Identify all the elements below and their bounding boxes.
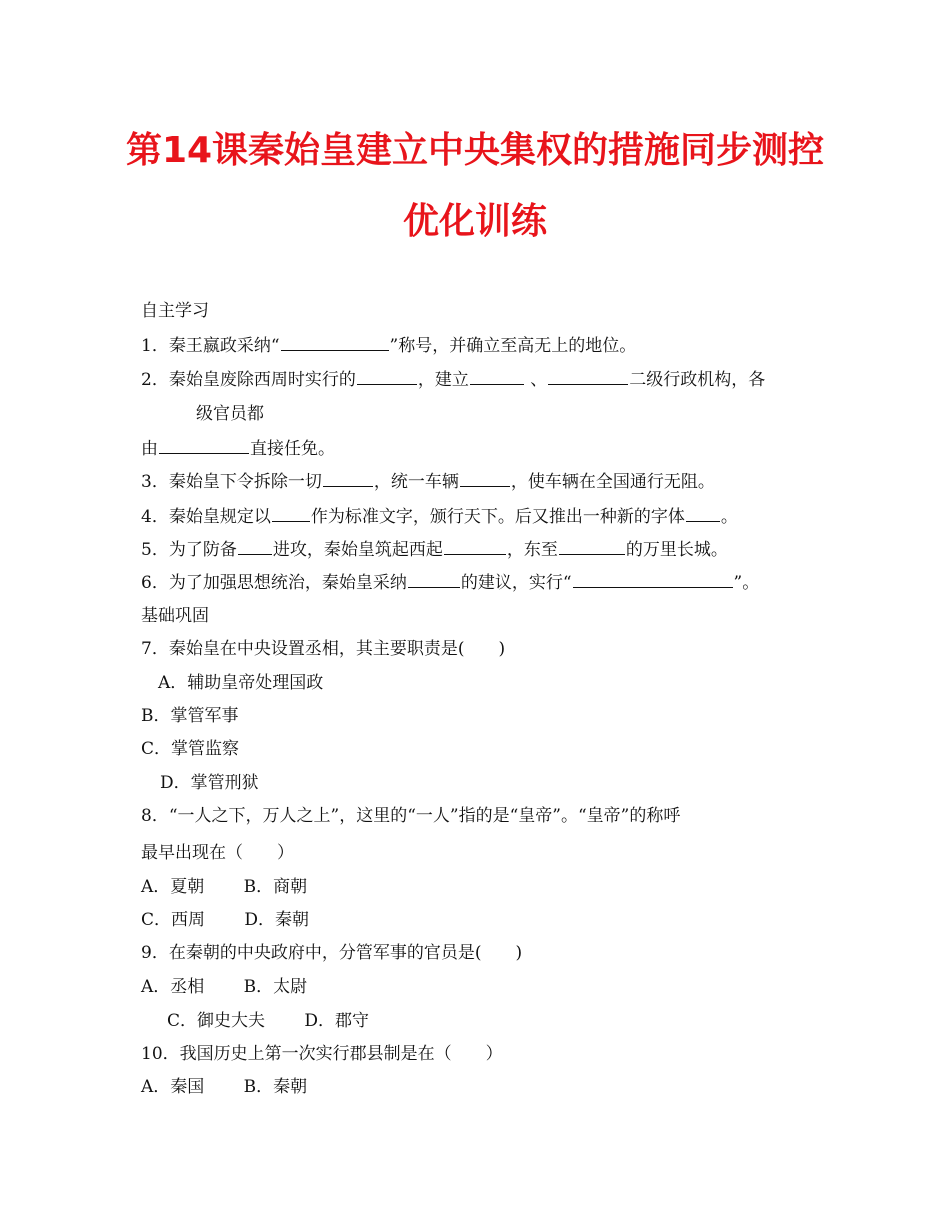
answer-blank <box>460 470 510 487</box>
question-8-options-cd: C．西周 D．秦朝 <box>141 910 310 930</box>
answer-blank <box>559 538 625 555</box>
answer-blank <box>281 334 389 351</box>
answer-blank <box>686 505 720 522</box>
question-7-option-d: D．掌管刑狱 <box>160 773 259 793</box>
question-1 <box>141 334 636 357</box>
question-text: 直接任免。 <box>250 439 335 459</box>
question-9-options-cd: C．御史大夫 D．郡守 <box>167 1011 370 1031</box>
question-4 <box>141 505 738 528</box>
answer-blank <box>323 470 373 487</box>
document-title-line-1: 第14课秦始皇建立中央集权的措施同步测控 <box>125 130 825 171</box>
question-2-continued <box>141 437 335 460</box>
question-7-option-a: A．辅助皇帝处理国政 <box>158 673 324 693</box>
question-text: 。 <box>720 507 738 527</box>
question-text: ，建立 <box>417 370 469 390</box>
question-10-options-ab: A．秦国 B．秦朝 <box>141 1077 308 1097</box>
question-text: ，东至 <box>506 540 558 560</box>
question-7-option-b: B．掌管军事 <box>141 706 239 726</box>
question-text: 1．秦王嬴政采纳“ <box>141 336 280 356</box>
question-8-stem-continued: 最早出现在（ ） <box>141 843 294 863</box>
answer-blank <box>470 368 524 385</box>
question-5 <box>141 538 728 561</box>
question-text: 的建议，实行“ <box>460 573 572 593</box>
question-3 <box>141 470 715 493</box>
answer-blank <box>573 571 733 588</box>
question-text: 由 <box>141 439 158 459</box>
question-2 <box>141 368 765 391</box>
document-title-line-2: 优化训练 <box>402 201 547 242</box>
question-text: ，使车辆在全国通行无阻。 <box>510 472 715 492</box>
question-text: 进攻，秦始皇筑起西起 <box>272 540 443 560</box>
answer-blank <box>444 538 506 555</box>
question-text: 作为标准文字，颁行天下。后又推出一种新的字体 <box>310 507 685 527</box>
question-2-continued: 级官员都 <box>196 404 264 424</box>
question-text: 、 <box>524 370 548 390</box>
question-text: ”。 <box>733 573 760 593</box>
question-8-stem: 8．“一人之下，万人之上”，这里的“一人”指的是“皇帝”。“皇帝”的称呼 <box>141 806 681 826</box>
question-text: 5．为了防备 <box>141 540 237 560</box>
question-text: ”称号，并确立至高无上的地位。 <box>389 336 637 356</box>
question-9-options-ab: A．丞相 B．太尉 <box>141 977 308 997</box>
section-heading-self-study: 自主学习 <box>141 301 209 321</box>
question-text: 二级行政机构，各 <box>629 370 766 390</box>
question-text: 3．秦始皇下令拆除一切 <box>141 472 322 492</box>
question-6 <box>141 571 759 594</box>
question-text: 4．秦始皇规定以 <box>141 507 271 527</box>
answer-blank <box>238 538 272 555</box>
question-text: 的万里长城。 <box>625 540 728 560</box>
question-9-stem: 9．在秦朝的中央政府中，分管军事的官员是( ) <box>141 943 523 963</box>
answer-blank <box>548 368 628 385</box>
question-text: ，统一车辆 <box>373 472 459 492</box>
question-7-stem: 7．秦始皇在中央设置丞相，其主要职责是( ) <box>141 639 506 659</box>
answer-blank <box>357 368 417 385</box>
section-heading-basic: 基础巩固 <box>141 606 209 626</box>
question-7-option-c: C．掌管监察 <box>141 739 240 759</box>
question-10-stem: 10．我国历史上第一次实行郡县制是在（ ） <box>141 1044 503 1064</box>
question-text: 6．为了加强思想统治，秦始皇采纳 <box>141 573 407 593</box>
question-8-options-ab: A．夏朝 B．商朝 <box>141 877 308 897</box>
answer-blank <box>159 437 249 454</box>
answer-blank <box>272 505 310 522</box>
question-text: 2．秦始皇废除西周时实行的 <box>141 370 356 390</box>
answer-blank <box>408 571 460 588</box>
